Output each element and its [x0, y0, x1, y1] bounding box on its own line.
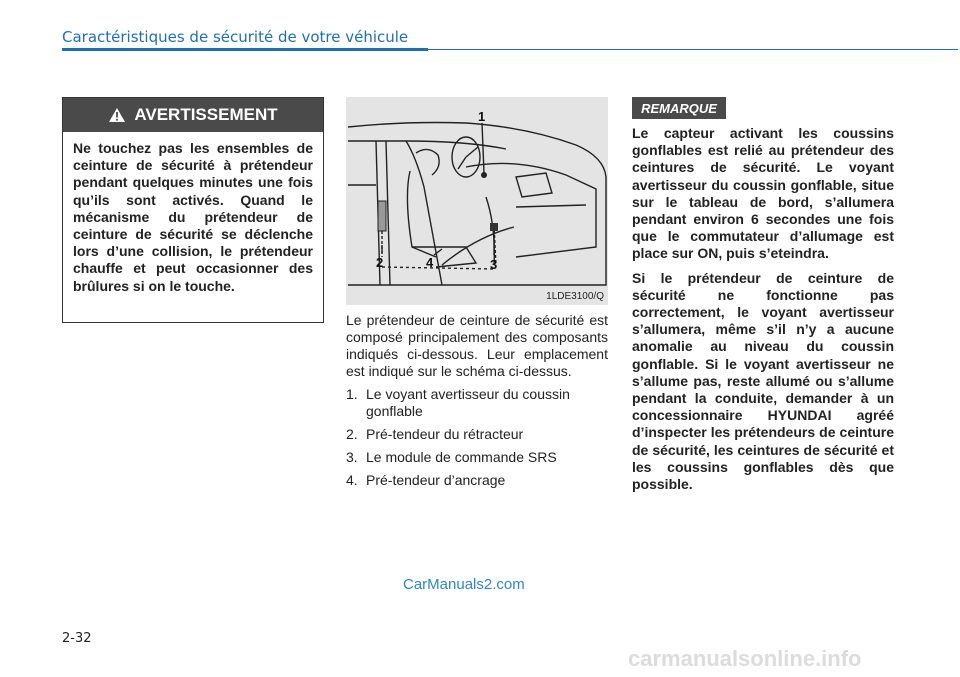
remarque-paragraph-1: Le capteur activant les coussins gonflables est relié au prétendeur des ceintures de sécurité. Le voyant avertisseur du coussin gonflable, situe sur le tableau de bord, s’allumera pendant environ 6 secondes une fois que le commutateur d’allumage est place sur ON, puis s’eteindra. [632, 125, 894, 262]
warning-triangle-icon [108, 107, 126, 123]
component-list [346, 386, 608, 489]
warning-header [63, 98, 323, 132]
car-interior-illustration [346, 97, 608, 305]
title-rule-thin [428, 49, 958, 50]
list-item: 3. Le module de commande SRS [346, 449, 557, 465]
list-item: 1. Le voyant avertisseur du coussin gonflable [346, 386, 570, 419]
intro-paragraph: Le prétendeur de ceinture de sécurité est composé principalement des composants indiqués ci-dessous. Leur emplacement est indiqué sur le schéma ci-dessus. [346, 312, 608, 379]
remarque-paragraph-2: Si le prétendeur de ceinture de sécurité ne fonctionne pas correctement, le voyant avertisseur s’allumera, même s’il n’y a aucune anomalie au niveau du coussin gonflable. Si le voyant avertisseur ne s’allume pas, reste allumé ou s’allume pendant la conduite, demander à un concessionnaire HYUNDAI agréé d’inspecter les prétendeurs de ceinture de sécurité, les ceintures de sécurité et les coussins gonflables dès que possible. [632, 269, 894, 493]
figure-code: 1LDE3100/Q [546, 291, 604, 302]
callout-2: 2 [376, 255, 384, 270]
warning-box [62, 97, 324, 323]
callout-1: 1 [478, 109, 486, 124]
section-title: Caractéristiques de sécurité de votre véhicule [62, 28, 409, 46]
remarque-text [632, 125, 894, 500]
callout-4: 4 [426, 255, 434, 270]
list-item: 4. Pré-tendeur d’ancrage [346, 472, 506, 488]
watermark-link[interactable]: CarManuals2.com [403, 576, 525, 593]
remarque-tag: REMARQUE [632, 97, 726, 119]
footer-watermark: carmanualsonline.info [628, 646, 862, 671]
warning-text: Ne touchez pas les ensembles de ceinture de sécurité à prétendeur pendant quelques minutes une fois qu’ils sont activés. Quand le mécanisme du prétendeur de ceinture de sécurité se déclenche lors d’une collision, le prétendeur chauffe et peut occasionner des brûlures si on le touche. [73, 140, 313, 294]
title-rule [62, 48, 428, 51]
list-item: 2. Pré-tendeur du rétracteur [346, 426, 524, 442]
seatbelt-diagram [346, 97, 608, 305]
warning-heading: AVERTISSEMENT [134, 105, 278, 124]
middle-column [346, 312, 608, 495]
callout-3: 3 [490, 257, 498, 272]
page-number: 2-32 [62, 631, 92, 646]
